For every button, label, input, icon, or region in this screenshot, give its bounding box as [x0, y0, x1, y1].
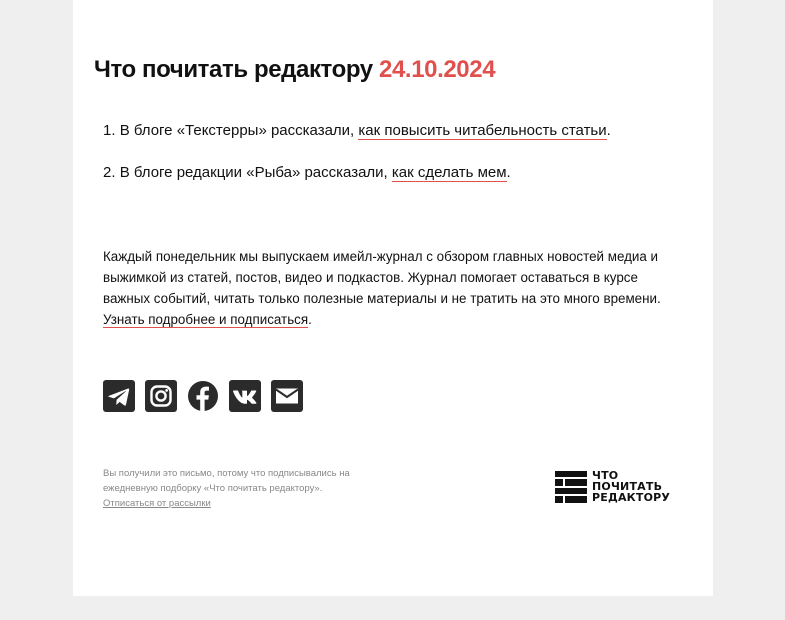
page-title [94, 56, 495, 84]
item-text: В блоге редакции «Рыба» рассказали, [119, 164, 388, 181]
footer-notice [103, 466, 393, 511]
about-text: Каждый понедельник мы выпускаем имейл-журнал с обзором главных новостей медиа и выжимкой из статей, постов, видео и подкастов. Журнал помогает оставаться в курсе важных событий, читать только полезные материалы и не тратить на это много времени. [103, 249, 661, 306]
logo-line: ПОЧИТАТЬ [592, 480, 663, 493]
item-number: 1. [103, 122, 116, 139]
list-item [103, 120, 611, 142]
email-card [73, 0, 713, 596]
item-number: 2. [103, 164, 116, 181]
news-list [103, 120, 611, 204]
social-links [103, 380, 303, 412]
unsubscribe-link[interactable]: Отписаться от рассылки [103, 498, 211, 509]
footer-text: Вы получили это письмо, потому что подписывались на ежедневную подборку «Что почитать редактору». [103, 468, 350, 494]
list-item [103, 162, 611, 184]
item-end: . [506, 164, 511, 181]
article-link[interactable]: как повысить читабельность статьи [358, 122, 607, 139]
subscribe-link[interactable]: Узнать подробнее и подписаться [103, 312, 309, 327]
title-text: Что почитать редактору [94, 56, 373, 83]
about-paragraph [103, 246, 688, 330]
email-icon[interactable] [271, 380, 303, 412]
logo-line: РЕДАКТОРУ [592, 491, 671, 504]
article-link[interactable]: как сделать мем [391, 164, 507, 181]
logo-line: ЧТО [592, 469, 619, 482]
issue-date: 24.10.2024 [379, 56, 496, 83]
vk-icon[interactable] [229, 380, 261, 412]
telegram-icon[interactable] [103, 380, 135, 412]
logo-text [592, 470, 670, 503]
about-end: . [308, 312, 312, 327]
instagram-icon[interactable] [145, 380, 177, 412]
logo-bars-icon [555, 471, 587, 503]
facebook-icon[interactable] [187, 380, 219, 412]
brand-logo [555, 470, 670, 503]
item-end: . [606, 122, 611, 139]
item-text: В блоге «Текстерры» рассказали, [119, 122, 355, 139]
